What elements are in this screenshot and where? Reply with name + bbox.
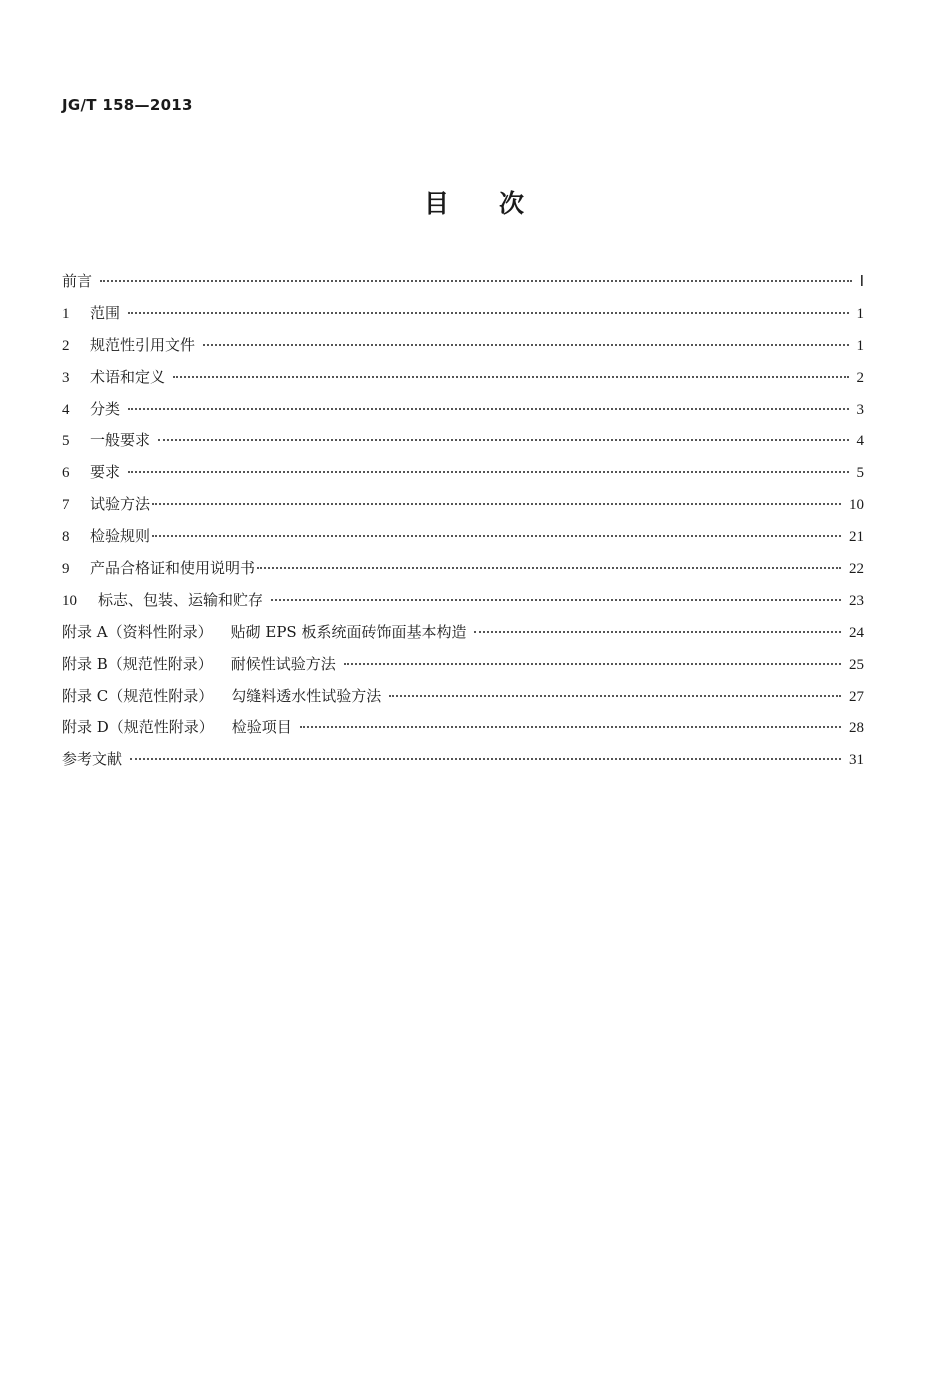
toc-entry-page: 31 bbox=[849, 752, 864, 769]
toc-entry-page: 10 bbox=[849, 497, 864, 514]
toc-entry-page: 22 bbox=[849, 561, 864, 578]
toc-entry-number: 10 bbox=[62, 592, 77, 609]
toc-entry-label: 参考文献 bbox=[62, 750, 123, 769]
dot-leader bbox=[130, 758, 841, 760]
dot-leader bbox=[257, 567, 841, 569]
toc-entry-6[interactable] bbox=[62, 457, 864, 489]
toc-entry-4[interactable] bbox=[62, 394, 864, 426]
dot-leader bbox=[173, 376, 848, 378]
toc-entry-label: 耐候性试验方法 bbox=[230, 654, 336, 673]
toc-entry-page: 4 bbox=[856, 433, 864, 450]
toc-entry-label: 贴砌 EPS 板系统面砖饰面基本构造 bbox=[230, 622, 467, 641]
dot-leader bbox=[203, 344, 848, 346]
dot-leader bbox=[158, 439, 848, 441]
toc-entry-number: 4 bbox=[62, 401, 70, 418]
toc-entry-9[interactable] bbox=[62, 553, 864, 585]
dot-leader bbox=[152, 535, 841, 537]
dot-leader bbox=[152, 503, 841, 505]
toc-entry-page: 1 bbox=[856, 305, 864, 322]
toc-entry-label: 检验规则 bbox=[90, 527, 151, 546]
toc-entry-appendix-b[interactable] bbox=[62, 649, 864, 681]
toc-entry-foreword[interactable] bbox=[62, 266, 864, 298]
dot-leader bbox=[100, 280, 852, 282]
toc-entry-number: 9 bbox=[62, 561, 70, 578]
toc-entry-3[interactable] bbox=[62, 362, 864, 394]
standard-code: JG/T 158—2013 bbox=[62, 96, 193, 114]
dot-leader bbox=[128, 312, 848, 314]
toc-entry-page: 21 bbox=[849, 529, 864, 546]
toc-entry-appendix-d[interactable] bbox=[62, 712, 864, 744]
toc-entry-label: 规范性引用文件 bbox=[90, 335, 196, 354]
toc-entry-label: 分类 bbox=[90, 399, 121, 418]
toc-entry-page: 23 bbox=[849, 592, 864, 609]
toc-entry-label: 勾缝料透水性试验方法 bbox=[231, 686, 382, 705]
page-title bbox=[0, 184, 950, 220]
toc-entry-8[interactable] bbox=[62, 521, 864, 553]
toc-entry-2[interactable] bbox=[62, 330, 864, 362]
toc-entry-label: 检验项目 bbox=[231, 718, 292, 737]
dot-leader bbox=[271, 599, 841, 601]
title-part-2: 次 bbox=[499, 189, 527, 218]
toc-entry-page: 5 bbox=[856, 465, 864, 482]
toc-entry-number: 1 bbox=[62, 305, 70, 322]
toc-entry-label: 前言 bbox=[62, 272, 93, 290]
toc-entry-page: Ⅰ bbox=[859, 274, 864, 290]
toc-entry-number: 附录 A（资料性附录） bbox=[62, 622, 213, 641]
toc-entry-appendix-c[interactable] bbox=[62, 681, 864, 713]
toc-entry-page: 24 bbox=[849, 624, 864, 641]
toc-entry-10[interactable] bbox=[62, 585, 864, 617]
toc-entry-number: 附录 C（规范性附录） bbox=[62, 686, 214, 705]
toc-entry-number: 3 bbox=[62, 369, 70, 386]
toc-entry-number: 7 bbox=[62, 497, 70, 514]
toc-entry-label: 标志、包装、运输和贮存 bbox=[98, 590, 264, 609]
dot-leader bbox=[344, 663, 841, 665]
toc-entry-5[interactable] bbox=[62, 425, 864, 457]
title-part-1: 目 bbox=[423, 189, 451, 218]
toc-entry-number: 8 bbox=[62, 529, 70, 546]
dot-leader bbox=[128, 408, 848, 410]
table-of-contents bbox=[62, 266, 864, 776]
dot-leader bbox=[300, 726, 841, 728]
toc-entry-label: 试验方法 bbox=[90, 495, 151, 514]
toc-entry-1[interactable] bbox=[62, 298, 864, 330]
toc-entry-number: 6 bbox=[62, 465, 70, 482]
toc-entry-appendix-a[interactable] bbox=[62, 617, 864, 649]
dot-leader bbox=[474, 631, 841, 633]
toc-entry-7[interactable] bbox=[62, 489, 864, 521]
toc-entry-page: 3 bbox=[856, 401, 864, 418]
toc-entry-label: 范围 bbox=[90, 303, 121, 322]
toc-entry-page: 2 bbox=[856, 369, 864, 386]
toc-entry-number: 附录 D（规范性附录） bbox=[62, 718, 214, 737]
toc-entry-page: 25 bbox=[849, 656, 864, 673]
toc-entry-number: 2 bbox=[62, 337, 70, 354]
toc-entry-label: 要求 bbox=[90, 463, 121, 482]
toc-entry-label: 一般要求 bbox=[90, 431, 151, 450]
dot-leader bbox=[389, 695, 841, 697]
toc-entry-page: 27 bbox=[849, 688, 864, 705]
toc-entry-number: 5 bbox=[62, 433, 70, 450]
toc-entry-page: 28 bbox=[849, 720, 864, 737]
toc-entry-page: 1 bbox=[856, 337, 864, 354]
toc-entry-references[interactable] bbox=[62, 744, 864, 776]
toc-entry-label: 产品合格证和使用说明书 bbox=[90, 559, 256, 578]
toc-entry-number: 附录 B（规范性附录） bbox=[62, 654, 213, 673]
dot-leader bbox=[128, 471, 848, 473]
toc-entry-label: 术语和定义 bbox=[90, 367, 166, 386]
